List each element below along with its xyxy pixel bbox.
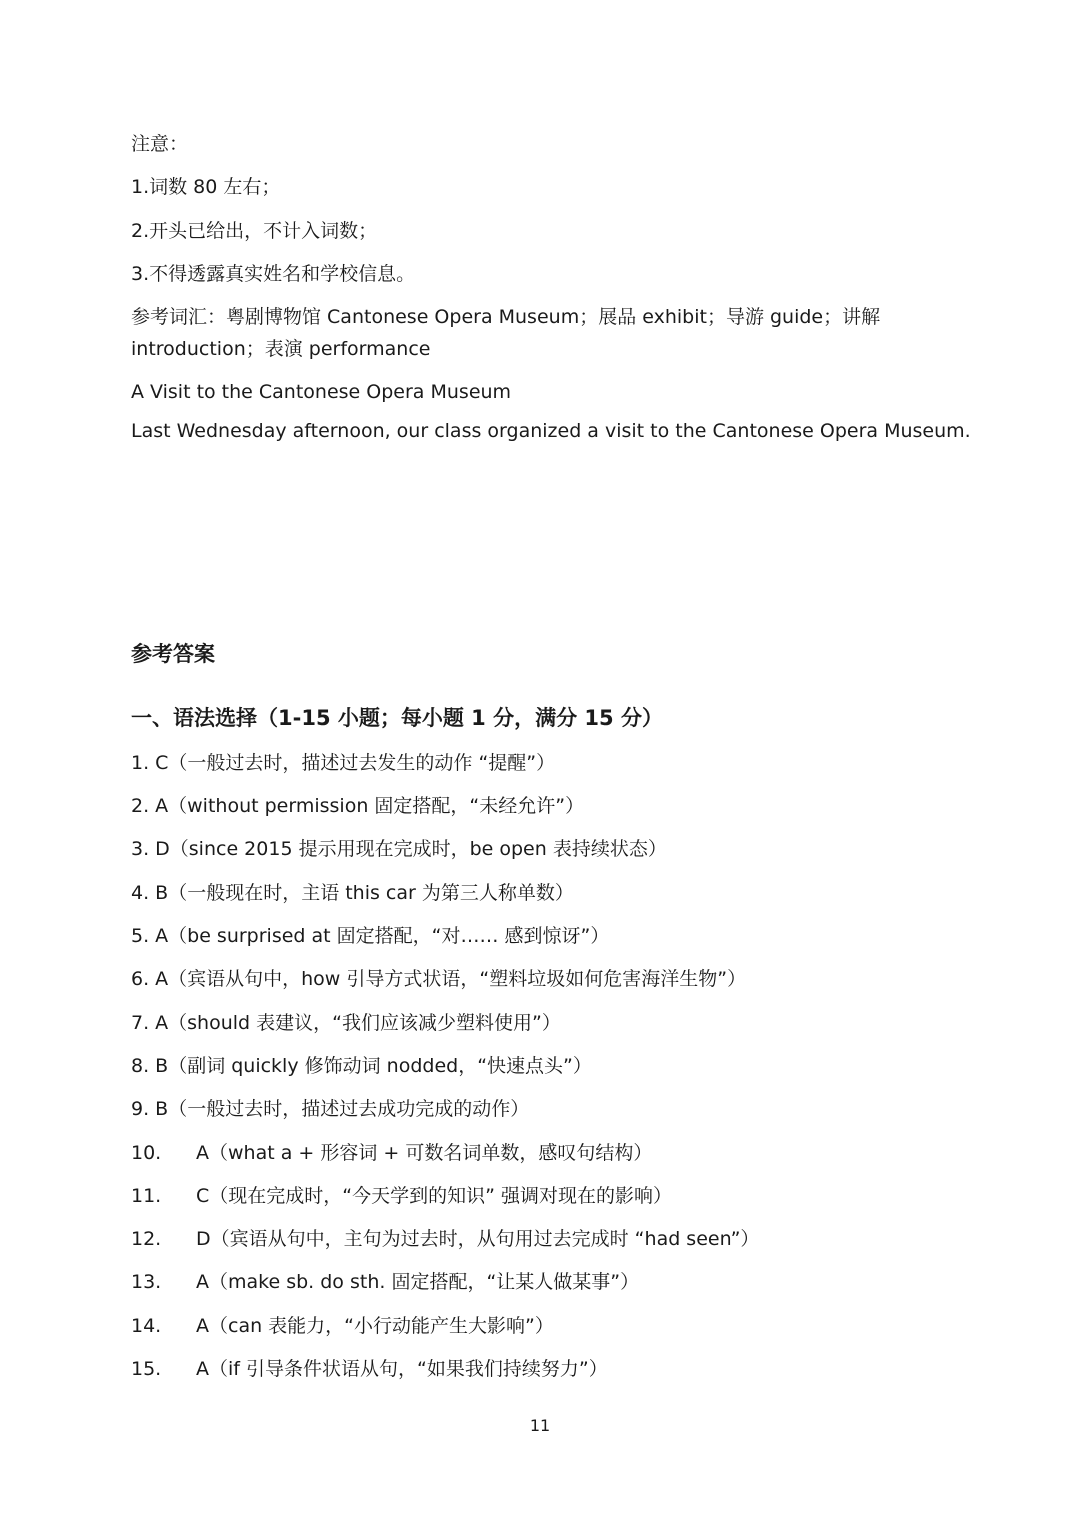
answer-letter: A bbox=[196, 1142, 209, 1164]
answer-note: （since 2015 提示用现在完成时，be open 表持续状态） bbox=[169, 838, 667, 860]
answer-letter: C bbox=[196, 1185, 210, 1207]
answer-note: （现在完成时，“今天学到的知识” 强调对现在的影响） bbox=[209, 1185, 673, 1207]
answer-letter: A bbox=[155, 1012, 169, 1034]
answer-item-2 bbox=[131, 794, 584, 818]
answer-item-4 bbox=[131, 881, 574, 905]
answer-item-7 bbox=[131, 1011, 561, 1035]
answer-number: 8. bbox=[131, 1055, 150, 1077]
answer-number: 13. bbox=[131, 1271, 162, 1293]
answer-letter: A bbox=[155, 795, 169, 817]
answer-number: 12. bbox=[131, 1228, 162, 1250]
answer-note: （副词 quickly 修饰动词 nodded，“快速点头”） bbox=[168, 1055, 592, 1077]
answer-letter: A bbox=[196, 1358, 209, 1380]
answer-number: 14. bbox=[131, 1315, 162, 1337]
answer-note: （一般现在时，主语 this car 为第三人称单数） bbox=[168, 882, 574, 904]
answer-letter: D bbox=[196, 1228, 211, 1250]
answer-note: （can 表能力，“小行动能产生大影响”） bbox=[209, 1315, 554, 1337]
answer-number: 5. bbox=[131, 925, 150, 947]
essay-opening: Last Wednesday afternoon, our class organized a visit to the Cantonese Opera Museum. bbox=[131, 420, 971, 442]
note-item-3: 3.不得透露真实姓名和学校信息。 bbox=[131, 263, 416, 285]
answer-letter: B bbox=[155, 1098, 169, 1120]
answer-number: 7. bbox=[131, 1012, 150, 1034]
answer-note: （宾语从句中，主句为过去时，从句用过去完成时 “had seen”） bbox=[210, 1228, 760, 1250]
answer-item-13 bbox=[131, 1270, 639, 1294]
answer-letter: B bbox=[155, 882, 169, 904]
answer-item-12 bbox=[131, 1227, 759, 1251]
answer-number: 10. bbox=[131, 1142, 162, 1164]
answer-letter: A bbox=[196, 1315, 209, 1337]
answer-number: 6. bbox=[131, 968, 150, 990]
answer-note: （一般过去时，描述过去发生的动作 “提醒”） bbox=[168, 752, 556, 774]
answer-item-1 bbox=[131, 751, 555, 775]
answer-number: 1. bbox=[131, 752, 150, 774]
answer-note: （宾语从句中，how 引导方式状语，“塑料垃圾如何危害海洋生物”） bbox=[168, 968, 747, 990]
note-item-2: 2.开头已给出，不计入词数； bbox=[131, 220, 378, 242]
section-title: 一、语法选择（1-15 小题；每小题 1 分，满分 15 分） bbox=[131, 706, 663, 730]
reference-vocabulary: 参考词汇：粤剧博物馆 Cantonese Opera Museum；展品 exhibit；导游 guide；讲解 introduction；表演 performance bbox=[131, 306, 881, 360]
answers-heading: 参考答案 bbox=[131, 642, 215, 666]
answer-note: （be surprised at 固定搭配，“对…… 感到惊讶”） bbox=[168, 925, 610, 947]
answer-letter: A bbox=[196, 1271, 209, 1293]
answer-item-8 bbox=[131, 1054, 592, 1078]
answer-number: 15. bbox=[131, 1358, 162, 1380]
answer-number: 11. bbox=[131, 1185, 162, 1207]
answer-note: （should 表建议，“我们应该减少塑料使用”） bbox=[168, 1012, 561, 1034]
answer-number: 4. bbox=[131, 882, 150, 904]
answer-item-5 bbox=[131, 924, 609, 948]
page-number: 11 bbox=[529, 1416, 551, 1435]
answer-letter: D bbox=[155, 838, 170, 860]
answer-number: 3. bbox=[131, 838, 150, 860]
answer-item-11 bbox=[131, 1184, 672, 1208]
answer-letter: A bbox=[155, 925, 169, 947]
answer-note: （without permission 固定搭配，“未经允许”） bbox=[168, 795, 585, 817]
answer-letter: A bbox=[155, 968, 169, 990]
answer-note: （make sb. do sth. 固定搭配，“让某人做某事”） bbox=[209, 1271, 640, 1293]
answer-item-10 bbox=[131, 1141, 652, 1165]
answer-note: （一般过去时，描述过去成功完成的动作） bbox=[168, 1098, 530, 1120]
answer-item-6 bbox=[131, 967, 746, 991]
answer-letter: C bbox=[155, 752, 169, 774]
answer-item-15 bbox=[131, 1357, 608, 1381]
answer-note: （if 引导条件状语从句，“如果我们持续努力”） bbox=[209, 1358, 608, 1380]
essay-title: A Visit to the Cantonese Opera Museum bbox=[131, 381, 512, 403]
answer-number: 2. bbox=[131, 795, 150, 817]
answer-item-14 bbox=[131, 1314, 554, 1338]
note-item-1: 1.词数 80 左右； bbox=[131, 176, 281, 198]
answer-note: （what a + 形容词 + 可数名词单数，感叹句结构） bbox=[209, 1142, 653, 1164]
notes-title: 注意： bbox=[131, 133, 189, 155]
answer-letter: B bbox=[155, 1055, 169, 1077]
answer-item-9 bbox=[131, 1097, 529, 1121]
answer-item-3 bbox=[131, 837, 667, 861]
answer-number: 9. bbox=[131, 1098, 150, 1120]
